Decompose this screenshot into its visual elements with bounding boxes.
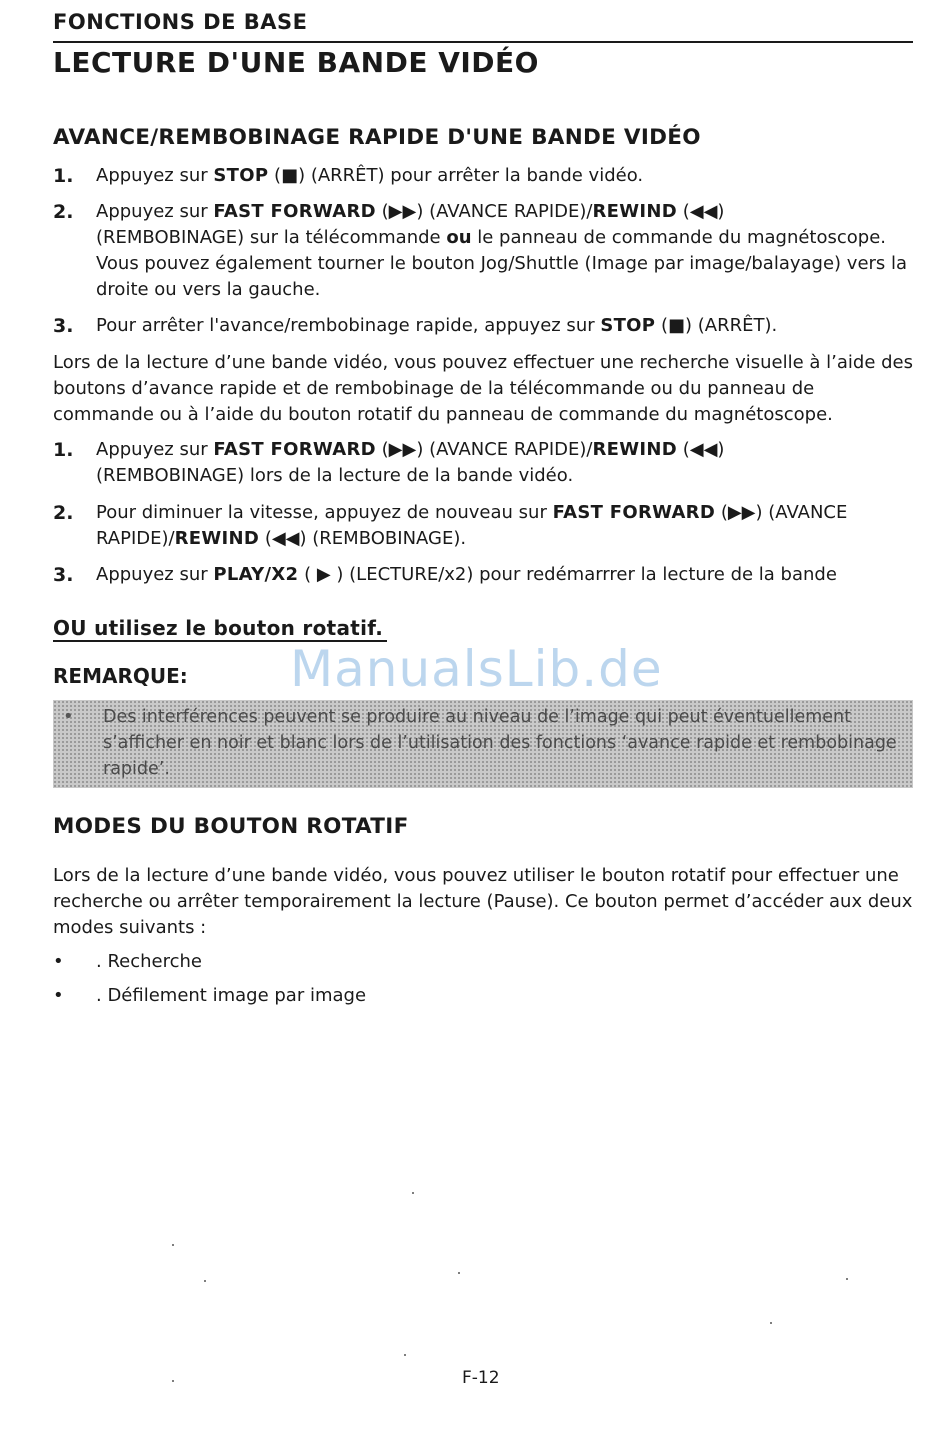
fast-forward-icon: (▶▶) bbox=[375, 439, 430, 460]
page-number: F-12 bbox=[462, 1368, 500, 1388]
step-text-part: (ARRÊT). bbox=[697, 315, 778, 336]
scan-speck bbox=[172, 1244, 174, 1246]
step-text-part: Appuyez sur bbox=[96, 201, 214, 222]
bullet-icon: • bbox=[53, 951, 64, 972]
step-number: 3. bbox=[53, 315, 74, 337]
stop-key-label: STOP bbox=[600, 315, 656, 336]
step-text-part: Pour arrêter l'avance/rembobinage rapide, appuyez sur bbox=[96, 315, 601, 336]
search-step-3 bbox=[53, 562, 913, 588]
step-text-part: (REMBOBINAGE). bbox=[312, 528, 467, 549]
step-text-part: (AVANCE RAPIDE)/ bbox=[429, 201, 593, 222]
stop-icon: (■) bbox=[268, 165, 311, 186]
step-text-part: (AVANCE RAPIDE)/ bbox=[429, 439, 593, 460]
section-title-jog-modes: MODES DU BOUTON ROTATIF bbox=[53, 814, 409, 839]
step-text-part: (LECTURE/x2) pour redémarrrer la lecture de la bande bbox=[349, 564, 837, 585]
rewind-key-label: REWIND bbox=[592, 201, 677, 222]
step-text-part: (REMBOBINAGE) sur la télécommande bbox=[96, 227, 447, 248]
scan-speck bbox=[172, 1380, 174, 1382]
step-number: 1. bbox=[53, 165, 74, 187]
play-icon: ( ▶ ) bbox=[298, 564, 350, 585]
fast-forward-icon: (▶▶) bbox=[375, 201, 430, 222]
scan-speck bbox=[846, 1278, 848, 1280]
jog-shuttle-alternative: OU utilisez le bouton rotatif. bbox=[53, 616, 387, 642]
emphasis-ou: ou bbox=[446, 227, 472, 248]
rewind-icon: (◀◀) bbox=[676, 201, 725, 222]
header-rule bbox=[53, 41, 913, 43]
step-text bbox=[96, 313, 913, 339]
step-number: 1. bbox=[53, 439, 74, 461]
step-1 bbox=[53, 163, 913, 189]
fast-forward-key-label: FAST FORWARD bbox=[213, 439, 376, 460]
remark-text: Des interférences peuvent se produire au niveau de l’image qui peut éventuellement s’afficher en noir et blanc lors de l’utilisation des fonctions ‘avance rapide et rembobinage rapide’. bbox=[103, 707, 897, 779]
remark-label: REMARQUE: bbox=[53, 664, 188, 688]
bullet-icon: • bbox=[53, 985, 64, 1006]
step-text bbox=[96, 163, 913, 189]
search-paragraph: Lors de la lecture d’une bande vidéo, vous pouvez effectuer une recherche visuelle à l’aide des boutons d’avance rapide et de rembobinage de la télécommande ou du panneau de commande ou à l’aide du bouton rotatif du panneau de commande du magnétoscope. bbox=[53, 352, 914, 425]
fast-forward-key-label: FAST FORWARD bbox=[552, 502, 716, 523]
step-text bbox=[96, 500, 913, 552]
rewind-key-label: REWIND bbox=[174, 528, 260, 549]
scan-speck bbox=[458, 1272, 460, 1274]
step-text bbox=[96, 199, 913, 303]
list-item-text: . Défilement image par image bbox=[96, 985, 367, 1006]
step-text bbox=[96, 562, 913, 588]
section-title-fast-forward-rewind: AVANCE/REMBOBINAGE RAPIDE D'UNE BANDE VIDÉO bbox=[53, 125, 701, 150]
step-text bbox=[96, 437, 913, 489]
step-text-part: Pour diminuer la vitesse, appuyez de nouveau sur bbox=[96, 502, 553, 523]
rewind-icon: (◀◀) bbox=[676, 439, 725, 460]
step-text-part: Appuyez sur bbox=[96, 439, 214, 460]
stop-key-label: STOP bbox=[213, 165, 269, 186]
search-step-1 bbox=[53, 437, 913, 489]
scan-speck bbox=[204, 1280, 206, 1282]
chapter-heading: FONCTIONS DE BASE bbox=[53, 10, 308, 34]
rewind-key-label: REWIND bbox=[592, 439, 677, 460]
remark-box bbox=[53, 700, 913, 788]
step-text-part: Appuyez sur bbox=[96, 564, 214, 585]
step-3 bbox=[53, 313, 913, 339]
step-text-part: (REMBOBINAGE) lors de la lecture de la bande vidéo. bbox=[96, 465, 574, 486]
scan-speck bbox=[412, 1192, 414, 1194]
step-number: 2. bbox=[53, 201, 74, 223]
search-step-2 bbox=[53, 500, 913, 552]
scan-speck bbox=[404, 1354, 406, 1356]
fast-forward-key-label: FAST FORWARD bbox=[213, 201, 376, 222]
stop-icon: (■) bbox=[655, 315, 698, 336]
jog-modes-paragraph: Lors de la lecture d’une bande vidéo, vous pouvez utiliser le bouton rotatif pour effectuer une recherche ou arrêter temporairement la lecture (Pause). Ce bouton permet d’accéder aux deux modes suivants : bbox=[53, 865, 913, 938]
step-text-part: Appuyez sur bbox=[96, 165, 214, 186]
rewind-icon: (◀◀) bbox=[259, 528, 313, 549]
watermark: ManualsLib.de bbox=[290, 640, 663, 698]
step-number: 2. bbox=[53, 502, 74, 524]
page-title: LECTURE D'UNE BANDE VIDÉO bbox=[53, 46, 539, 79]
scan-speck bbox=[770, 1322, 772, 1324]
step-text-part: le panneau de commande du magnétoscope. Vous pouvez également tourner le bouton Jog/Shuttle (Image par image/balayage) vers la droite ou vers la gauche. bbox=[96, 227, 908, 300]
fast-forward-icon: (▶▶) bbox=[715, 502, 769, 523]
step-number: 3. bbox=[53, 564, 74, 586]
play-x2-key-label: PLAY/X2 bbox=[213, 564, 299, 585]
step-text-part: (ARRÊT) pour arrêter la bande vidéo. bbox=[310, 165, 644, 186]
list-item-text: . Recherche bbox=[96, 951, 202, 972]
bullet-icon: • bbox=[63, 706, 74, 727]
step-text-part: (AVANCE RAPIDE)/ bbox=[96, 502, 848, 549]
step-2 bbox=[53, 199, 913, 303]
